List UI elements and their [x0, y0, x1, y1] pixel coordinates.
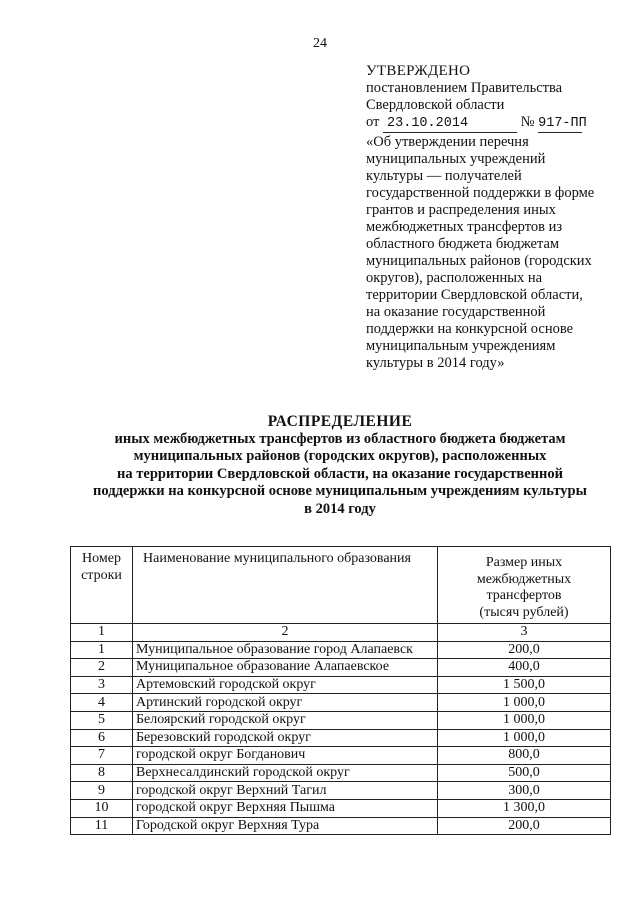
heading-line: поддержки на конкурсной основе муниципальным учреждениям культуры: [93, 483, 587, 499]
heading-line: муниципальных районов (городских округов), расположенных: [133, 448, 547, 464]
subject-line: культуры — получателей: [366, 168, 522, 184]
subject-line: муниципальным учреждениям: [366, 338, 556, 354]
transfer-amount: 200,0: [438, 817, 611, 835]
transfer-amount: 1 300,0: [438, 799, 611, 817]
municipality-name: городской округ Богданович: [133, 747, 438, 765]
column-index: 1: [71, 624, 133, 642]
row-number: 9: [71, 782, 133, 800]
municipality-name: Артинский городской округ: [133, 694, 438, 712]
subject-line: государственной поддержки в форме: [366, 185, 595, 201]
table-row: [71, 641, 611, 659]
row-number: 4: [71, 694, 133, 712]
header-municipality-name: Наименование муниципального образования: [133, 547, 438, 624]
municipality-name: Березовский городской округ: [133, 729, 438, 747]
column-index-row: [71, 624, 611, 642]
table-row: [71, 799, 611, 817]
transfer-amount: 1 000,0: [438, 711, 611, 729]
municipality-name: Верхнесалдинский городской округ: [133, 764, 438, 782]
subject-line: муниципальных учреждений: [366, 151, 546, 167]
municipality-name: Белоярский городской округ: [133, 711, 438, 729]
decree-number: 917-ПП: [538, 116, 587, 131]
row-number: 11: [71, 817, 133, 835]
table-row: [71, 782, 611, 800]
table-row: [71, 764, 611, 782]
transfer-amount: 300,0: [438, 782, 611, 800]
subject-line: межбюджетных трансфертов из: [366, 219, 563, 235]
table-row: [71, 711, 611, 729]
table-row: [71, 729, 611, 747]
heading-line: иных межбюджетных трансфертов из областного бюджета бюджетам: [114, 430, 566, 447]
approval-line: постановлением Правительства: [366, 80, 563, 96]
distribution-table: [70, 546, 611, 835]
municipality-name: Муниципальное образование Алапаевское: [133, 659, 438, 677]
column-index: 3: [438, 624, 611, 642]
decree-subject: [366, 134, 626, 372]
heading-line: в 2014 году: [304, 500, 376, 517]
subject-line: на оказание государственной: [366, 304, 546, 320]
table-row: [71, 694, 611, 712]
transfer-amount: 800,0: [438, 747, 611, 765]
municipality-name: Муниципальное образование город Алапаевск: [133, 641, 438, 659]
subject-line: «Об утверждении перечня: [366, 134, 529, 150]
municipality-name: городской округ Верхняя Пышма: [133, 799, 438, 817]
row-number: 7: [71, 747, 133, 765]
table-row: [71, 676, 611, 694]
approval-line: Свердловской области: [366, 97, 505, 113]
transfer-amount: 1 000,0: [438, 694, 611, 712]
approved-label: УТВЕРЖДЕНО: [366, 63, 471, 79]
heading-line: на территории Свердловской области, на оказание государственной: [117, 465, 563, 482]
page-number: 24: [313, 36, 327, 51]
row-number: 1: [71, 641, 133, 659]
municipality-name: Городской округ Верхняя Тура: [133, 817, 438, 835]
transfer-amount: 1 000,0: [438, 729, 611, 747]
transfer-amount: 200,0: [438, 641, 611, 659]
row-number: 2: [71, 659, 133, 677]
approval-block: [366, 63, 626, 372]
subject-line: культуры в 2014 году»: [366, 355, 505, 371]
decree-date: 23.10.2014: [383, 115, 517, 133]
row-number: 10: [71, 799, 133, 817]
heading-title: РАСПРЕДЕЛЕНИЕ: [267, 413, 413, 430]
header-transfer-amount: Размер иных межбюджетных трансфертов (тысяч рублей): [438, 547, 611, 624]
table-header-row: [71, 547, 611, 624]
row-number: 8: [71, 764, 133, 782]
subject-line: территории Свердловской области,: [366, 287, 583, 303]
subject-line: грантов и распределения иных: [366, 202, 556, 218]
column-index: 2: [133, 624, 438, 642]
transfer-amount: 500,0: [438, 764, 611, 782]
municipality-name: Артемовский городской округ: [133, 676, 438, 694]
table-row: [71, 817, 611, 835]
municipality-name: городской округ Верхний Тагил: [133, 782, 438, 800]
subject-line: поддержки на конкурсной основе: [366, 321, 574, 337]
row-number: 5: [71, 711, 133, 729]
row-number: 6: [71, 729, 133, 747]
header-row-number: Номер строки: [71, 547, 133, 624]
decree-date-number: [366, 114, 626, 133]
table-row: [71, 747, 611, 765]
row-number: 3: [71, 676, 133, 694]
number-prefix: №: [520, 114, 535, 130]
subject-line: округов), расположенных на: [366, 270, 543, 286]
document-heading: [60, 413, 620, 518]
subject-line: областного бюджета бюджетам: [366, 236, 560, 252]
transfer-amount: 400,0: [438, 659, 611, 677]
subject-line: муниципальных районов (городских: [366, 253, 592, 269]
table-row: [71, 659, 611, 677]
date-prefix: от: [366, 114, 380, 130]
transfer-amount: 1 500,0: [438, 676, 611, 694]
